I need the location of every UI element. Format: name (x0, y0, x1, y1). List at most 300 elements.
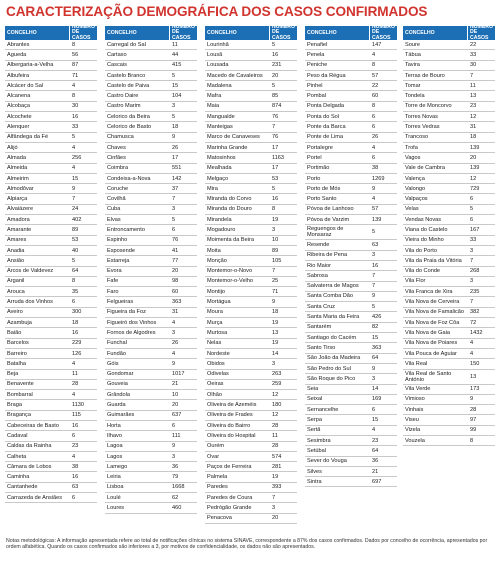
municipality-name: Torres Vedras (405, 124, 440, 131)
case-count: 20 (172, 402, 179, 409)
table-row (205, 442, 297, 452)
table-row (105, 277, 197, 287)
municipality-name: Vila Nova de Poiares (405, 340, 458, 347)
table-row (305, 102, 397, 112)
case-count: 6 (72, 432, 76, 439)
case-count: 874 (272, 103, 282, 110)
case-count: 1269 (372, 175, 385, 182)
municipality-name: Vila Real de Santo António (405, 370, 452, 383)
municipality-name: Seixal (307, 396, 323, 403)
case-count: 64 (72, 268, 79, 275)
municipality-name: Leiria (107, 474, 121, 481)
table-row (105, 308, 197, 318)
municipality-name: Loulé (107, 494, 121, 501)
table-row (305, 271, 397, 281)
municipality-name: Santarém (307, 324, 332, 331)
municipality-name: Santiago do Cacém (307, 334, 357, 341)
table-row (5, 81, 97, 91)
table-row (105, 194, 197, 204)
table-row (5, 40, 97, 50)
municipality-name: Entroncamento (107, 226, 145, 233)
table-row (403, 71, 495, 81)
case-count: 11 (172, 41, 178, 48)
table-row (305, 292, 397, 302)
table-row (5, 328, 97, 338)
municipality-name: Montemor-o-Velho (207, 278, 254, 285)
municipality-name: Portimão (307, 165, 330, 172)
case-count: 6 (72, 299, 76, 306)
municipality-name: Viseu (405, 417, 419, 424)
municipality-name: Mafra (207, 93, 222, 100)
table-row (305, 240, 397, 250)
municipality-name: Chaves (107, 144, 126, 151)
municipality-name: Fornos de Algodres (107, 329, 156, 336)
table-row (105, 246, 197, 256)
table-row (5, 91, 97, 101)
table-row (305, 354, 397, 364)
case-count: 4 (172, 319, 176, 326)
table-row (205, 184, 297, 194)
case-count: 16 (72, 474, 79, 481)
municipality-name: Baião (7, 329, 22, 336)
case-count: 21 (372, 468, 379, 475)
case-count: 9 (172, 134, 176, 141)
table-row (105, 380, 197, 390)
municipality-name: Cinfães (107, 154, 126, 161)
table-row (5, 112, 97, 122)
case-count: 3 (372, 252, 376, 259)
municipality-name: Mortágua (207, 299, 231, 306)
case-count: 22 (372, 82, 379, 89)
case-count: 3 (172, 329, 176, 336)
table-row (5, 297, 97, 307)
municipality-name: Silves (307, 468, 322, 475)
municipality-name: Póvoa de Lanhoso (307, 206, 354, 213)
case-count: 7 (372, 283, 376, 290)
case-count: 30 (72, 103, 79, 110)
municipality-name: Penacova (207, 515, 232, 522)
municipality-name: Vila Nova de Gaia (405, 329, 450, 336)
municipality-name: Horta (107, 422, 121, 429)
table-row (5, 431, 97, 441)
case-count: 9 (372, 185, 376, 192)
case-count: 6 (470, 216, 474, 223)
table-row (5, 256, 97, 266)
municipality-name: Amares (7, 237, 27, 244)
case-count: 17 (272, 165, 279, 172)
municipality-name: Lousã (207, 51, 223, 58)
table-row (305, 457, 397, 467)
case-count: 9 (72, 185, 76, 192)
municipality-name: Moura (207, 309, 223, 316)
municipality-name: Batalha (7, 360, 26, 367)
municipality-name: Lisboa (107, 484, 124, 491)
municipality-name: Trancoso (405, 134, 429, 141)
municipality-name: Vagos (405, 154, 421, 161)
municipality-name: Nordeste (207, 350, 230, 357)
table-row (403, 308, 495, 318)
table-row (305, 395, 397, 405)
municipality-name: Amadora (7, 216, 30, 223)
municipality-name: Pedrógão Grande (207, 505, 252, 511)
case-count: 71 (272, 288, 279, 295)
table-row (105, 452, 197, 462)
table-row (205, 380, 297, 390)
table-row (205, 308, 297, 318)
table-header (205, 23, 297, 41)
table-row (205, 297, 297, 307)
municipality-name: Oliveira de Azeméis (207, 402, 257, 409)
table-row (305, 364, 397, 374)
municipality-name: Porto Santo (307, 196, 337, 203)
case-count: 105 (272, 257, 282, 264)
municipality-name: Trofa (405, 144, 418, 151)
municipality-name: Góis (107, 360, 119, 367)
municipality-name: Peniche (307, 62, 328, 69)
table-row (105, 483, 197, 493)
case-count: 99 (470, 427, 477, 434)
case-count: 3 (470, 278, 474, 285)
table-row (105, 256, 197, 266)
table-row (403, 205, 495, 215)
case-count: 402 (72, 216, 82, 223)
table-row (205, 102, 297, 112)
case-count: 5 (172, 216, 176, 223)
table-row (5, 184, 97, 194)
case-count: 53 (272, 175, 279, 182)
case-count: 8 (272, 206, 276, 213)
municipality-name: Torres Novas (405, 113, 438, 120)
table-row (205, 370, 297, 380)
table-row (105, 215, 197, 225)
case-count: 8 (470, 437, 474, 444)
municipality-name: Figueiró dos Vinhos (107, 319, 157, 326)
case-count: 637 (172, 412, 182, 419)
municipality-name: Almeida (7, 165, 28, 172)
case-count: 12 (272, 391, 279, 398)
case-count: 139 (372, 216, 382, 223)
table-row (105, 205, 197, 215)
municipality-name: Sever do Vouga (307, 458, 347, 465)
table-row (403, 385, 495, 395)
table-row (305, 426, 397, 436)
case-count: 20 (172, 268, 179, 275)
table-row (5, 370, 97, 380)
table-row (205, 287, 297, 297)
case-count: 231 (272, 62, 282, 69)
case-count: 3 (172, 206, 176, 213)
municipality-name: Cuba (107, 206, 121, 213)
case-count: 71 (72, 72, 79, 79)
municipality-name: Velas (405, 206, 419, 213)
case-count: 5 (172, 113, 176, 120)
table-row (403, 297, 495, 307)
case-count: 4 (470, 350, 474, 357)
municipality-name: Ovar (207, 453, 220, 460)
case-count: 363 (172, 299, 182, 306)
case-count: 16 (272, 51, 279, 58)
municipality-name: Santa Maria da Feira (307, 314, 360, 321)
case-count: 104 (172, 93, 182, 100)
case-count: 382 (470, 309, 480, 316)
table-row (105, 61, 197, 71)
municipality-name: Porto de Mós (307, 185, 341, 192)
case-count: 33 (72, 124, 79, 131)
table-row (105, 71, 197, 81)
table-row (205, 133, 297, 143)
municipality-name: Lousada (207, 62, 229, 69)
municipality-name: Lagos (107, 453, 123, 460)
case-count: 7 (470, 257, 474, 264)
table-row (205, 359, 297, 369)
municipality-name: Sertã (307, 427, 321, 434)
municipality-name: Marco de Canaveses (207, 134, 260, 141)
municipality-name: São Pedro do Sul (307, 365, 351, 372)
municipality-name: Murtosa (207, 329, 228, 336)
table-row (403, 426, 495, 436)
case-count: 40 (72, 247, 79, 254)
municipality-name: Peso da Régua (307, 72, 346, 79)
table-row (205, 143, 297, 153)
case-count: 21 (172, 381, 179, 388)
case-count: 426 (372, 314, 382, 321)
case-count: 64 (372, 355, 379, 362)
municipality-name: Aveiro (7, 309, 23, 316)
table-row (205, 267, 297, 277)
table-row (205, 452, 297, 462)
case-count: 11 (272, 432, 278, 439)
table-row (5, 318, 97, 328)
methodology-notes: Notas metodológicas: A informação apresentada refere ao total de notificações clínicas no sistema SINAVE, correspondente a 87% dos casos confirmados. Dados por concelho de ocorrência, apresentados por ordem alfabética. Quando os casos confirmados são inferiores a 3, por motivos de confidencialidade, os dados não são apresentados. (6, 538, 488, 551)
municipality-name: Elvas (107, 216, 121, 223)
municipality-name: Portel (307, 154, 322, 161)
municipality-name: Manteigas (207, 124, 233, 131)
municipality-name: Loures (107, 505, 125, 511)
municipality-name: Santa Comba Dão (307, 293, 354, 300)
table-row (5, 277, 97, 287)
municipality-name: Alpiarça (7, 196, 28, 203)
table-row (305, 302, 397, 312)
municipality-name: Alfândega da Fé (7, 134, 49, 141)
case-count: 7 (272, 124, 276, 131)
table-row (205, 514, 297, 524)
municipality-name: Vizela (405, 427, 421, 434)
municipality-name: Paredes (207, 484, 228, 491)
table-row (403, 256, 495, 266)
table-row (205, 91, 297, 101)
case-count: 4 (72, 360, 76, 367)
municipality-name: Esposende (107, 247, 135, 254)
table-row (305, 405, 397, 415)
table-row (305, 133, 397, 143)
case-count: 6 (372, 124, 376, 131)
municipality-name: Vale de Cambra (405, 165, 446, 172)
case-count: 20 (272, 515, 279, 522)
table-row (105, 143, 197, 153)
case-count: 4 (372, 427, 376, 434)
table-row (305, 343, 397, 353)
municipality-name: Alcobaça (7, 103, 31, 110)
header-concelho: CONCELHO (207, 30, 237, 36)
table-column-3 (205, 23, 297, 534)
case-count: 18 (470, 134, 477, 141)
municipality-name: Terras de Bouro (405, 72, 445, 79)
table-row (403, 102, 495, 112)
table-row (205, 153, 297, 163)
table-row (205, 400, 297, 410)
municipality-name: Guimarães (107, 412, 135, 419)
case-count: 23 (372, 437, 379, 444)
case-count: 10 (172, 391, 179, 398)
table-row (305, 225, 397, 240)
case-count: 8 (72, 278, 76, 285)
municipality-name: Setúbal (307, 447, 326, 454)
case-count: 1130 (72, 402, 85, 409)
case-count: 167 (470, 226, 480, 233)
municipality-name: Castelo Branco (107, 72, 146, 79)
municipality-name: Gouveia (107, 381, 128, 388)
case-count: 393 (272, 484, 282, 491)
municipality-name: Abrantes (7, 41, 30, 48)
table-row (403, 40, 495, 50)
municipality-name: Ílhavo (107, 432, 122, 439)
case-count: 139 (470, 165, 480, 172)
case-count: 574 (272, 453, 282, 460)
municipality-name: Vimioso (405, 396, 425, 403)
table-column-2 (105, 23, 197, 534)
table-row (305, 61, 397, 71)
table-row (305, 122, 397, 132)
table-row (205, 61, 297, 71)
case-count: 14 (272, 350, 279, 357)
municipality-name: Miranda do Corvo (207, 196, 252, 203)
case-count: 9 (172, 360, 176, 367)
municipality-name: Tavira (405, 62, 420, 69)
table-row (5, 287, 97, 297)
case-count: 6 (172, 226, 176, 233)
municipality-name: Amarante (7, 226, 32, 233)
case-count: 9 (470, 396, 474, 403)
municipality-name: Ponta do Sol (307, 113, 340, 120)
municipality-name: Carregal do Sal (107, 41, 146, 48)
municipality-name: Melgaço (207, 175, 229, 182)
municipality-name: Arouca (7, 288, 25, 295)
case-count: 17 (272, 144, 279, 151)
municipality-name: Vila Pouca de Aguiar (405, 350, 457, 357)
table-row (403, 328, 495, 338)
table-row (403, 215, 495, 225)
case-count: 6 (372, 406, 376, 413)
header-concelho: CONCELHO (307, 30, 337, 36)
municipality-name: Moita (207, 247, 221, 254)
case-count: 87 (72, 62, 79, 69)
table-row (205, 50, 297, 60)
case-count: 173 (470, 386, 480, 393)
table-row (205, 431, 297, 441)
municipality-name: São João da Madeira (307, 355, 361, 362)
case-count: 3 (172, 453, 176, 460)
case-count: 5 (272, 41, 276, 48)
case-count: 6 (372, 113, 376, 120)
municipality-name: Vila Franca de Xira (405, 288, 453, 295)
municipality-name: Câmara de Lobos (7, 463, 52, 470)
case-count: 8 (372, 103, 376, 110)
municipality-name: Évora (107, 268, 122, 275)
municipality-name: Arganil (7, 278, 25, 285)
table-row (305, 477, 397, 487)
table-row (5, 50, 97, 60)
case-count: 8 (72, 41, 76, 48)
table-row (205, 493, 297, 503)
header-concelho: CONCELHO (107, 30, 137, 36)
case-count: 12 (470, 113, 477, 120)
municipality-name: Funchal (107, 340, 127, 347)
case-count: 26 (372, 134, 379, 141)
table-row (5, 493, 97, 503)
municipality-name: Caldas da Rainha (7, 443, 52, 450)
municipality-name: Monção (207, 257, 227, 264)
case-count: 4 (72, 144, 76, 151)
table-row (5, 452, 97, 462)
table-row (5, 102, 97, 112)
municipality-name: Vila Flor (405, 278, 426, 285)
table-row (5, 61, 97, 71)
case-count: 15 (372, 334, 379, 341)
table-row (205, 277, 297, 287)
case-count: 12 (470, 175, 477, 182)
table-row (305, 323, 397, 333)
municipality-name: Alcochete (7, 113, 32, 120)
municipality-name: Celorico da Beira (107, 113, 150, 120)
case-count: 9 (372, 293, 376, 300)
table-row (205, 390, 297, 400)
case-count: 147 (372, 41, 382, 48)
table-row (305, 143, 397, 153)
table-row (105, 503, 197, 513)
case-count: 28 (272, 422, 279, 429)
case-count: 8 (372, 62, 376, 69)
table-row (305, 40, 397, 50)
case-count: 1017 (172, 371, 185, 378)
header-concelho: CONCELHO (405, 30, 435, 36)
table-row (105, 112, 197, 122)
municipality-name: Mirandela (207, 216, 232, 223)
municipality-name: Braga (7, 402, 22, 409)
municipality-name: Reguengos de Monsaraz (307, 226, 344, 239)
municipality-name: Matosinhos (207, 154, 236, 161)
municipality-name: Azambuja (7, 319, 32, 326)
case-count: 7 (372, 272, 376, 279)
case-count: 3 (272, 360, 276, 367)
case-count: 19 (272, 216, 279, 223)
municipality-name: Faro (107, 288, 119, 295)
municipality-name: Bombarral (7, 391, 33, 398)
table-row (105, 184, 197, 194)
case-count: 6 (470, 196, 474, 203)
case-count: 17 (172, 154, 179, 161)
case-count: 14 (372, 386, 379, 393)
case-count: 16 (72, 422, 79, 429)
table-row (105, 91, 197, 101)
table-row (305, 312, 397, 322)
case-count: 57 (372, 206, 379, 213)
case-count: 16 (72, 113, 79, 120)
table-row (305, 81, 397, 91)
municipality-name: Cantanhede (7, 484, 38, 491)
case-count: 460 (172, 505, 182, 511)
municipality-name: Lourinhã (207, 41, 229, 48)
case-count: 38 (372, 165, 379, 172)
